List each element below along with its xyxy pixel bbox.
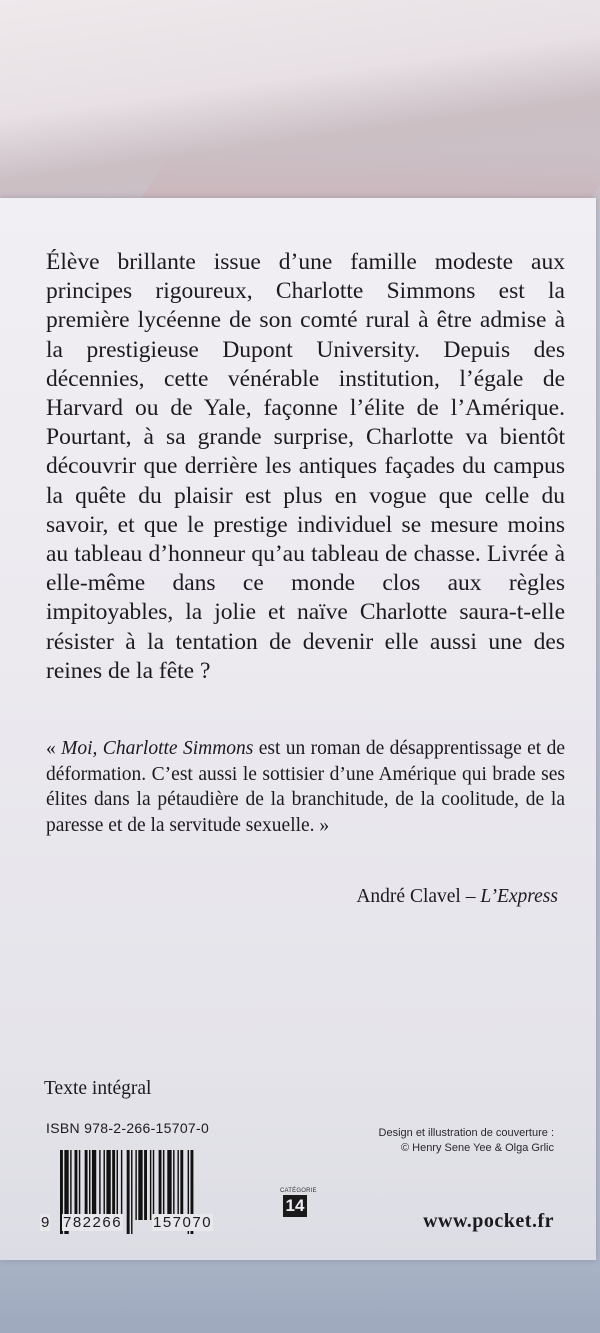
background-bottom — [0, 1260, 600, 1333]
category-badge — [280, 1188, 317, 1217]
quote-open: « — [46, 738, 62, 759]
credits-line-2: © Henry Sene Yee & Olga Grlic — [400, 1142, 554, 1154]
cover-credits — [379, 1126, 554, 1156]
book-blurb: Élève brillante issue d’une famille modeste aux principes rigoureux, Charlotte Simmons est la première lycéenne de son comté rural à être admise à la prestigieuse Dupont University. Depuis des décennies, cette vénérable institution, l’égale de Harvard ou de Yale, façonne l’élite de l’Amérique. Pourtant, à sa grande surprise, Charlotte va bientôt découvrir que derrière les antiques façades du campus la quête du plaisir est plus en vogue que celle du savoir, et que le prestige individuel se mesure moins au tableau d’honneur qu’au tableau de chasse. Livrée à elle-même dans ce monde clos aux règles impitoyables, la jolie et naïve Charlotte saura-t-elle résister à la tentation de devenir elle aussi une des reines de la fête ? — [46, 249, 565, 684]
barcode-first-digit: 9 — [41, 1214, 50, 1231]
credits-line-1: Design et illustration de couverture : — [378, 1127, 554, 1139]
publisher-website: www.pocket.fr — [423, 1210, 554, 1232]
quote-attribution — [356, 886, 558, 908]
category-label: CATÉGORIE — [280, 1188, 317, 1194]
quote-source: L’Express — [480, 886, 558, 907]
category-number: 14 — [283, 1195, 307, 1217]
quote-book-title: Moi, Charlotte Simmons — [61, 738, 254, 759]
texte-integral-label: Texte intégral — [44, 1078, 152, 1099]
barcode-left-group: 782266 — [63, 1214, 123, 1231]
isbn-number: ISBN 978-2-266-15707-0 — [46, 1120, 210, 1136]
quote-author: André Clavel – — [356, 886, 481, 907]
press-quote — [46, 736, 565, 838]
quote-text: est un roman de désapprentissage et de déformation. C’est aussi le sottisier d’une Amérique qui brade ses élites dans la pétaudière de la branchitude, de la coolitude, de la paresse et de la servitude sexuelle. » — [46, 738, 566, 836]
barcode-right-group: 157070 — [153, 1214, 213, 1231]
